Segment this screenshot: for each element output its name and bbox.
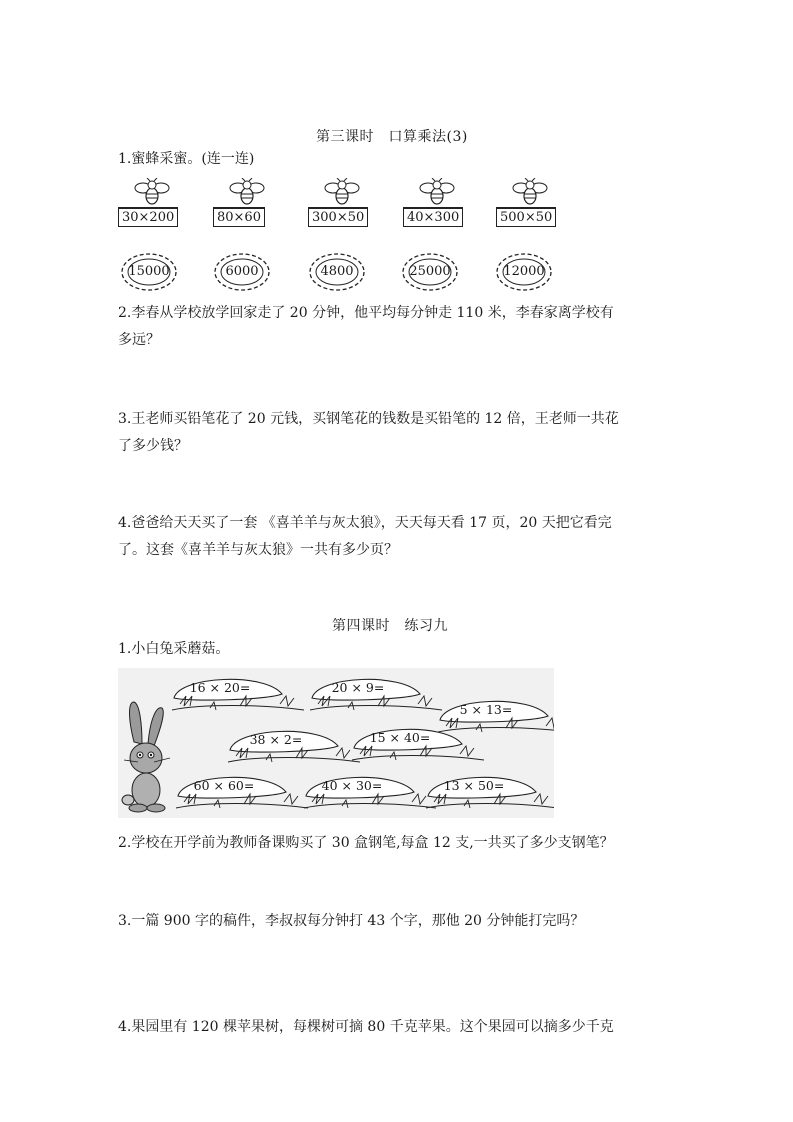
mushroom-expression: 16 × 20= [189, 680, 251, 695]
mushroom-7[interactable] [302, 768, 442, 818]
bee-card-1[interactable] [118, 178, 188, 228]
flower-card-2[interactable] [213, 252, 271, 292]
rabbit-icon [120, 698, 176, 816]
mushroom-expression: 15 × 40= [369, 730, 431, 745]
bee-icon [510, 178, 550, 206]
flower-card-1[interactable] [120, 252, 178, 292]
lesson3-question-4-line1: 4.爸爸给天天买了一套 《喜羊羊与灰太狼》，天天每天看 17 页，20 天把它看完 [118, 515, 612, 531]
lesson4-question-3: 3.一篇 900 字的稿件，李叔叔每分钟打 43 个字，那他 20 分钟能打完吗？ [118, 913, 585, 929]
mushroom-icon [350, 720, 490, 770]
bee-icon [227, 178, 267, 206]
mushroom-2[interactable] [308, 670, 448, 720]
lesson3-question-3-line1: 3.王老师买铅笔花了 20 元钱，买钢笔花的钱数是买铅笔的 12 倍，王老师一共花 [118, 411, 619, 427]
flower-value: 4800 [320, 264, 354, 279]
lesson3-question-2-line1: 2.李春从学校放学回家走了 20 分钟，他平均每分钟走 110 米，李春家离学校有 [118, 305, 614, 321]
flower-card-5[interactable] [495, 252, 553, 292]
mushroom-6[interactable] [174, 768, 314, 818]
flower-card-3[interactable] [308, 252, 366, 292]
bee-expression: 80×60 [213, 207, 265, 227]
mushroom-icon [302, 768, 442, 818]
mushroom-icon [308, 670, 448, 720]
bee-expression: 500×50 [496, 207, 556, 227]
mushroom-icon [424, 768, 554, 818]
bee-expression: 40×300 [403, 207, 463, 227]
mushroom-4[interactable] [226, 722, 366, 772]
bee-card-5[interactable] [496, 178, 566, 228]
bee-expression: 30×200 [118, 207, 178, 227]
flower-value: 15000 [128, 264, 170, 279]
rabbit-mushroom-scene [118, 668, 554, 818]
mushroom-expression: 13 × 50= [443, 778, 505, 793]
mushroom-8[interactable] [424, 768, 554, 818]
lesson4-question-1: 1.小白兔采蘑菇。 [118, 641, 230, 657]
mushroom-expression: 40 × 30= [321, 778, 383, 793]
bee-card-2[interactable] [213, 178, 283, 228]
lesson3-question-4-line2: 了。这套《喜羊羊与灰太狼》一共有多少页？ [118, 542, 398, 558]
lesson3-title: 第三课时 口算乘法(3) [316, 129, 468, 145]
bee-expression: 300×50 [308, 207, 368, 227]
bee-icon [132, 178, 172, 206]
mushroom-1[interactable] [170, 670, 310, 720]
mushroom-5[interactable] [350, 720, 490, 770]
mushroom-icon [170, 670, 310, 720]
flower-value: 6000 [225, 264, 259, 279]
mushroom-expression: 38 × 2= [249, 732, 303, 747]
bee-card-3[interactable] [308, 178, 378, 228]
flower-value: 12000 [503, 264, 545, 279]
mushroom-icon [226, 722, 366, 772]
flower-value: 25000 [409, 264, 451, 279]
bee-icon [322, 178, 362, 206]
lesson4-question-4: 4.果园里有 120 棵苹果树，每棵树可摘 80 千克苹果。这个果园可以摘多少千克 [118, 1019, 614, 1035]
mushroom-icon [174, 768, 314, 818]
lesson4-title: 第四课时 练习九 [332, 618, 448, 634]
mushroom-expression: 60 × 60= [193, 778, 255, 793]
flower-card-4[interactable] [401, 252, 459, 292]
bee-icon [417, 178, 457, 206]
mushroom-expression: 20 × 9= [331, 680, 385, 695]
lesson3-question-2-line2: 多远？ [118, 332, 160, 348]
lesson4-question-2: 2.学校在开学前为教师备课购买了 30 盒钢笔,每盒 12 支,一共买了多少支钢笔？ [118, 835, 614, 851]
lesson3-question-1: 1.蜜蜂采蜜。(连一连) [118, 151, 255, 167]
lesson3-question-3-line2: 了多少钱？ [118, 438, 188, 454]
mushroom-expression: 5 × 13= [459, 702, 513, 717]
bee-card-4[interactable] [403, 178, 473, 228]
